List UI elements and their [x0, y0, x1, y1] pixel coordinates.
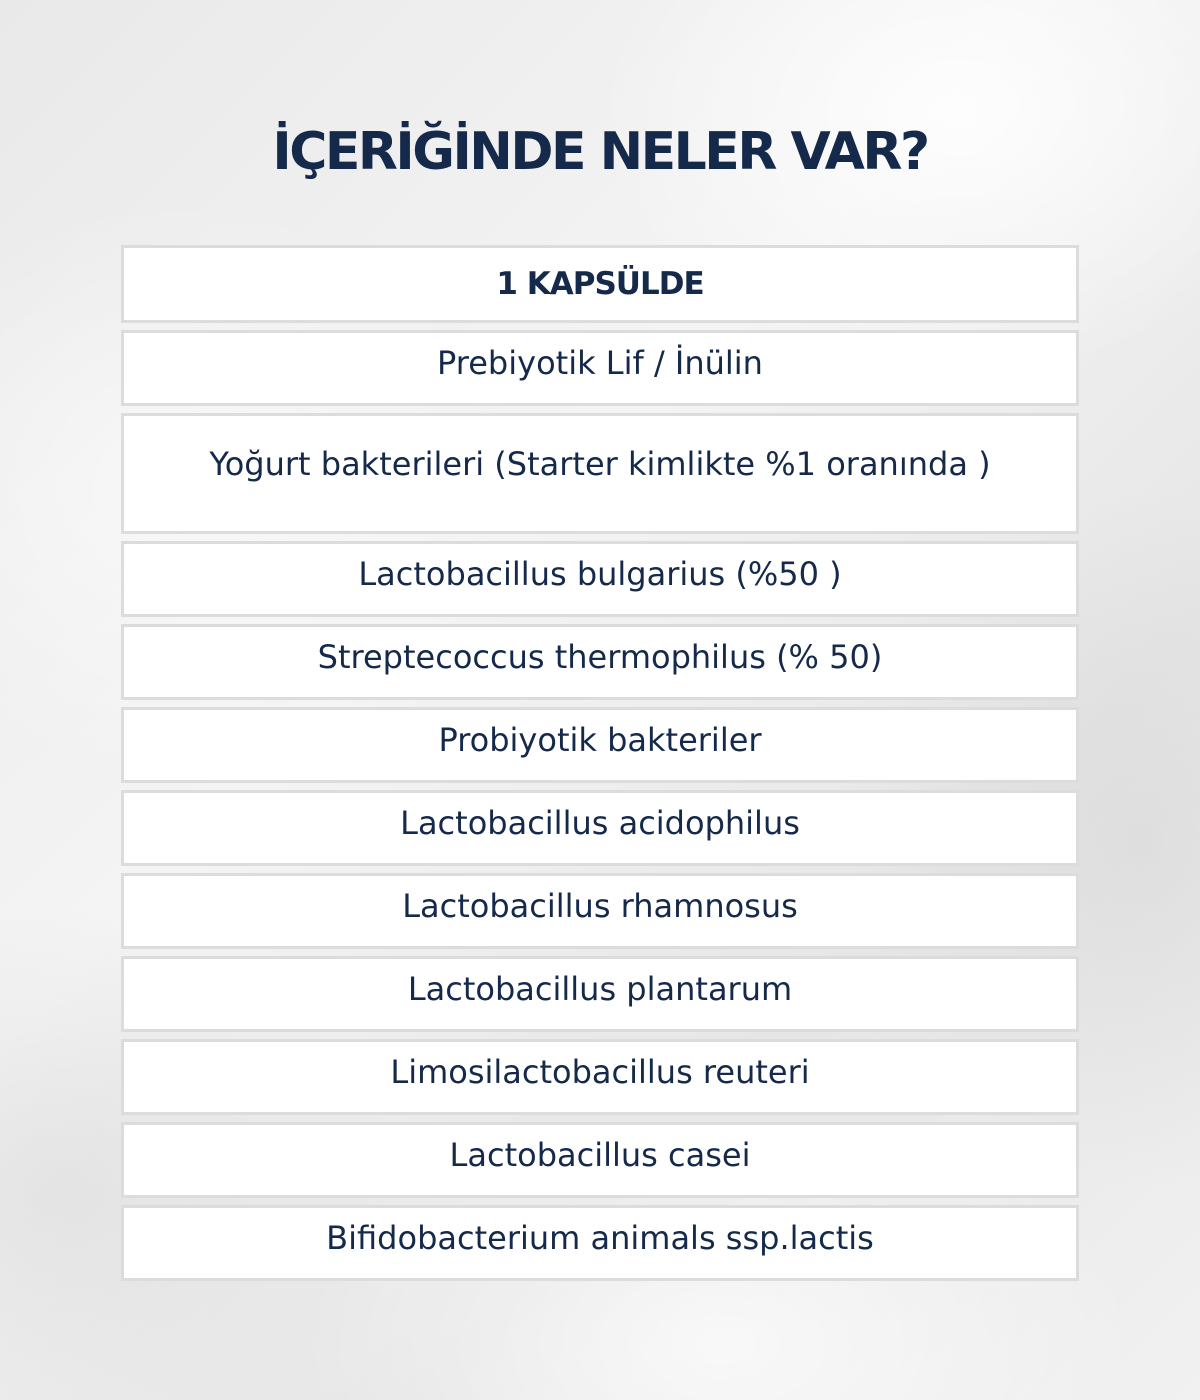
- table-row-probiotic-bacteria: [121, 707, 1079, 783]
- table-row-label: Lactobacillus acidophilus: [400, 804, 800, 842]
- table-row-label: Limosilactobacillus reuteri: [390, 1053, 810, 1091]
- table-row-lactobacillus-bulgarius: [121, 541, 1079, 617]
- table-row-label: Lactobacillus bulgarius (%50 ): [358, 555, 842, 593]
- table-row-lactobacillus-casei: [121, 1122, 1079, 1198]
- table-row-label: Prebiyotik Lif / İnülin: [437, 344, 763, 382]
- table-row-yogurt-bacteria: [121, 413, 1079, 534]
- table-row-streptococcus-thermophilus: [121, 624, 1079, 700]
- table-row-lactobacillus-acidophilus: [121, 790, 1079, 866]
- table-row-label: Bifidobacterium animals ssp.lactis: [326, 1219, 874, 1257]
- table-row-label: Lactobacillus casei: [449, 1136, 751, 1174]
- table-row-label: Lactobacillus rhamnosus: [402, 887, 798, 925]
- table-row-limosilactobacillus-reuteri: [121, 1039, 1079, 1115]
- table-header-label: 1 KAPSÜLDE: [496, 266, 704, 302]
- table-row-lactobacillus-rhamnosus: [121, 873, 1079, 949]
- page-title: İÇERİĞİNDE NELER VAR?: [272, 122, 928, 182]
- table-row-label: Probiyotik bakteriler: [438, 721, 762, 759]
- table-row-bifidobacterium-animalis: [121, 1205, 1079, 1281]
- ingredients-table: [121, 245, 1079, 1281]
- table-row-label: Yoğurt bakterileri (Starter kimlikte %1 oranında ): [209, 444, 991, 483]
- table-row-lactobacillus-plantarum: [121, 956, 1079, 1032]
- table-row-prebiotic-fiber: [121, 330, 1079, 406]
- table-header: [121, 245, 1079, 323]
- table-row-label: Lactobacillus plantarum: [407, 970, 793, 1008]
- table-row-label: Streptecoccus thermophilus (% 50): [317, 638, 883, 676]
